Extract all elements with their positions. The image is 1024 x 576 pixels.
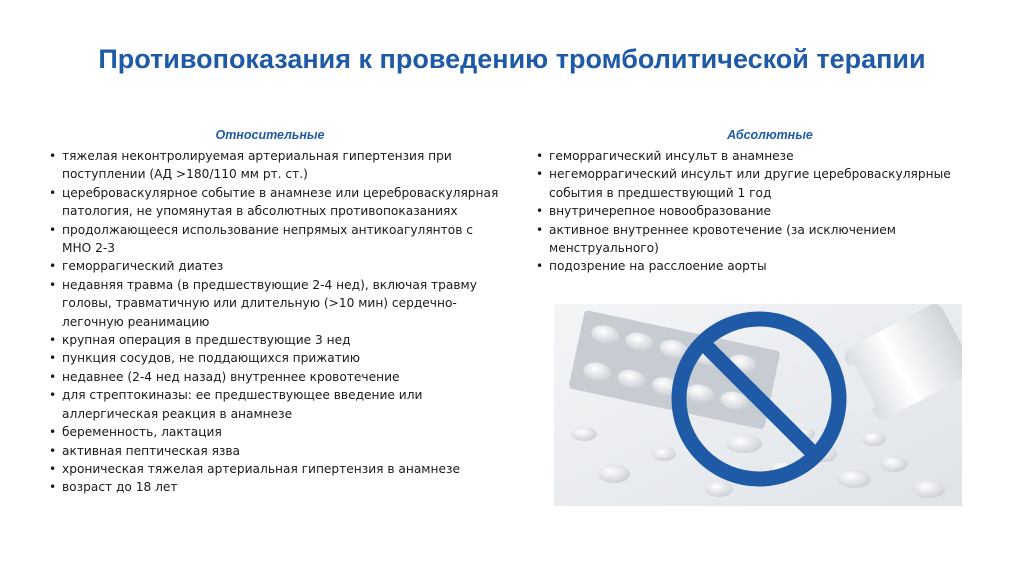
list-item: • крупная операция в предшествующие 3 нед <box>46 331 506 349</box>
list-item: • хроническая тяжелая артериальная гипертензия в анамнезе <box>46 460 506 478</box>
absolute-list <box>533 147 973 276</box>
pills-prohibition-image <box>554 304 962 506</box>
pills-photo-icon <box>554 304 962 506</box>
list-item: • цереброваскулярное событие в анамнезе или цереброваскулярная патология, не упомянутая в абсолютных противопоказаниях <box>46 184 506 221</box>
list-item: • беременность, лактация <box>46 423 506 441</box>
list-item: • негеморрагический инсульт или другие цереброваскулярные события в предшествующий 1 год <box>533 165 973 202</box>
relative-list <box>46 147 506 497</box>
list-item: • продолжающееся использование непрямых антикоагулянтов с МНО 2-3 <box>46 221 506 258</box>
list-item: • пункция сосудов, не поддающихся прижатию <box>46 349 506 367</box>
list-item: • внутричерепное новообразование <box>533 202 973 220</box>
list-item: • возраст до 18 лет <box>46 478 506 496</box>
list-item: • недавняя травма (в предшествующие 2-4 нед), включая травму головы, травматичную или длительную (>10 мин) сердечно-легочную реанимацию <box>46 276 506 331</box>
page-title: Противопоказания к проведению тромболитической терапии <box>98 44 926 74</box>
relative-heading: Относительные <box>215 128 325 142</box>
list-item: • геморрагический инсульт в анамнезе <box>533 147 973 165</box>
list-item: • подозрение на расслоение аорты <box>533 257 973 275</box>
list-item: • активная пептическая язва <box>46 442 506 460</box>
list-item: • активное внутреннее кровотечение (за исключением менструального) <box>533 221 973 258</box>
absolute-heading: Абсолютные <box>727 128 813 142</box>
list-item: • для стрептокиназы: ее предшествующее введение или аллергическая реакция в анамнезе <box>46 386 506 423</box>
list-item: • тяжелая неконтролируемая артериальная гипертензия при поступлении (АД >180/110 мм рт. ст.) <box>46 147 506 184</box>
list-item: • недавнее (2-4 нед назад) внутреннее кровотечение <box>46 368 506 386</box>
list-item: • геморрагический диатез <box>46 257 506 275</box>
